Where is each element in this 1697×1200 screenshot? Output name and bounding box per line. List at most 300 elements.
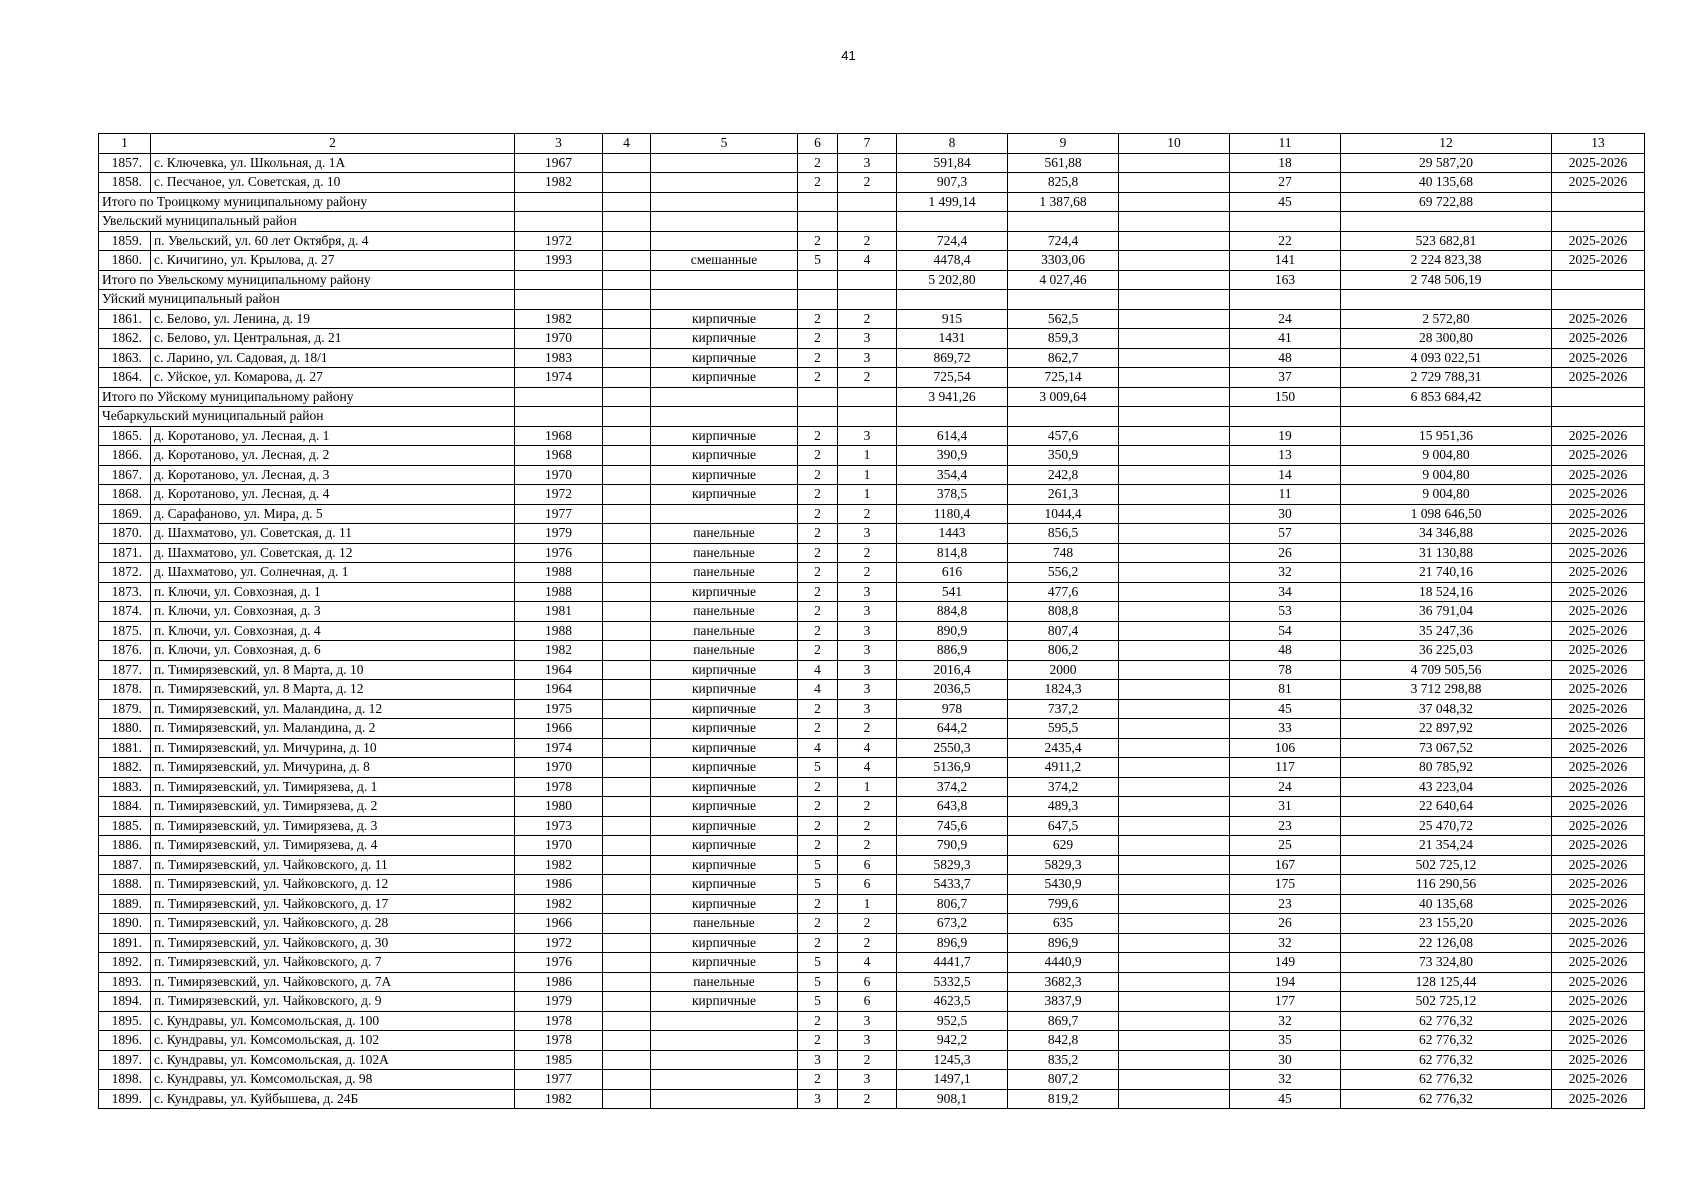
table-row bbox=[99, 368, 1645, 388]
cell-period: 2025-2026 bbox=[1552, 329, 1645, 349]
cell-col-4 bbox=[603, 797, 651, 817]
cell-floors: 2 bbox=[798, 173, 838, 193]
cell-empty bbox=[798, 387, 838, 407]
cell-wall-material: кирпичные bbox=[651, 680, 798, 700]
table-row bbox=[99, 1031, 1645, 1051]
cell-total-area: 942,2 bbox=[897, 1031, 1008, 1051]
cell-empty bbox=[798, 407, 838, 427]
cell-row-number: 1873. bbox=[99, 582, 151, 602]
cell-col-4 bbox=[603, 329, 651, 349]
cell-col-4 bbox=[603, 992, 651, 1012]
cell-row-number: 1868. bbox=[99, 485, 151, 505]
table-row bbox=[99, 699, 1645, 719]
cell-wall-material: кирпичные bbox=[651, 719, 798, 739]
cell-total-area: 616 bbox=[897, 563, 1008, 583]
cell-living-area: 4440,9 bbox=[1008, 953, 1119, 973]
cell-col-4 bbox=[603, 699, 651, 719]
table-row bbox=[99, 641, 1645, 661]
cell-year-built: 1968 bbox=[515, 446, 603, 466]
table-row bbox=[99, 836, 1645, 856]
cell-empty bbox=[651, 212, 798, 232]
cell-living-area: 862,7 bbox=[1008, 348, 1119, 368]
column-header-11: 11 bbox=[1230, 134, 1341, 154]
cell-year-built: 1976 bbox=[515, 543, 603, 563]
cell-col-10 bbox=[1119, 680, 1230, 700]
cell-total-area: 643,8 bbox=[897, 797, 1008, 817]
cell-total-area: 806,7 bbox=[897, 894, 1008, 914]
cell-entrances: 4 bbox=[838, 738, 897, 758]
table-body bbox=[99, 134, 1645, 1109]
cell-residents: 19 bbox=[1230, 426, 1341, 446]
cell-period: 2025-2026 bbox=[1552, 251, 1645, 271]
cell-period: 2025-2026 bbox=[1552, 777, 1645, 797]
table-row bbox=[99, 855, 1645, 875]
cell-cost: 3 712 298,88 bbox=[1341, 680, 1552, 700]
region-row bbox=[99, 212, 1645, 232]
cell-floors: 2 bbox=[798, 933, 838, 953]
cell-year-built: 1976 bbox=[515, 953, 603, 973]
cell-empty bbox=[1230, 407, 1341, 427]
table-row bbox=[99, 680, 1645, 700]
cell-year-built: 1978 bbox=[515, 777, 603, 797]
cell-address: с. Кундравы, ул. Комсомольская, д. 102А bbox=[151, 1050, 515, 1070]
cell-wall-material: кирпичные bbox=[651, 797, 798, 817]
page-number: 41 bbox=[841, 48, 856, 63]
cell-col-4 bbox=[603, 1050, 651, 1070]
cell-floors: 5 bbox=[798, 972, 838, 992]
cell-year-built: 1970 bbox=[515, 836, 603, 856]
cell-empty bbox=[798, 290, 838, 310]
cell-row-number: 1891. bbox=[99, 933, 151, 953]
cell-empty bbox=[1008, 407, 1119, 427]
cell-year-built: 1982 bbox=[515, 641, 603, 661]
cell-entrances: 2 bbox=[838, 914, 897, 934]
cell-living-area: 869,7 bbox=[1008, 1011, 1119, 1031]
cell-cost: 22 640,64 bbox=[1341, 797, 1552, 817]
table-row bbox=[99, 543, 1645, 563]
cell-address: п. Тимирязевский, ул. Чайковского, д. 28 bbox=[151, 914, 515, 934]
cell-col-10 bbox=[1119, 894, 1230, 914]
cell-col-10 bbox=[1119, 309, 1230, 329]
cell-col-10 bbox=[1119, 621, 1230, 641]
cell-entrances: 6 bbox=[838, 972, 897, 992]
cell-col-10 bbox=[1119, 563, 1230, 583]
cell-living-area: 806,2 bbox=[1008, 641, 1119, 661]
cell-living-area: 748 bbox=[1008, 543, 1119, 563]
cell-entrances: 2 bbox=[838, 504, 897, 524]
table-row bbox=[99, 777, 1645, 797]
cell-floors: 5 bbox=[798, 953, 838, 973]
cell-wall-material bbox=[651, 504, 798, 524]
cell-floors: 2 bbox=[798, 465, 838, 485]
cell-cost: 22 126,08 bbox=[1341, 933, 1552, 953]
cell-residents: 24 bbox=[1230, 777, 1341, 797]
cell-entrances: 3 bbox=[838, 582, 897, 602]
cell-cost: 73 324,80 bbox=[1341, 953, 1552, 973]
cell-empty bbox=[838, 290, 897, 310]
cell-empty bbox=[1552, 290, 1645, 310]
cell-empty bbox=[838, 192, 897, 212]
cell-row-number: 1871. bbox=[99, 543, 151, 563]
cell-col-10 bbox=[1119, 758, 1230, 778]
cell-wall-material: панельные bbox=[651, 602, 798, 622]
table-row bbox=[99, 875, 1645, 895]
table-row bbox=[99, 446, 1645, 466]
cell-year-built: 1982 bbox=[515, 894, 603, 914]
cell-period: 2025-2026 bbox=[1552, 816, 1645, 836]
cell-wall-material: кирпичные bbox=[651, 777, 798, 797]
table-row bbox=[99, 231, 1645, 251]
cell-col-10 bbox=[1119, 1070, 1230, 1090]
cell-living-area: 635 bbox=[1008, 914, 1119, 934]
cell-floors: 2 bbox=[798, 524, 838, 544]
column-header-2: 2 bbox=[151, 134, 515, 154]
cell-year-built: 1983 bbox=[515, 348, 603, 368]
cell-wall-material: панельные bbox=[651, 641, 798, 661]
cell-living-area: 261,3 bbox=[1008, 485, 1119, 505]
cell-address: п. Ключи, ул. Совхозная, д. 4 bbox=[151, 621, 515, 641]
cell-residents: 32 bbox=[1230, 563, 1341, 583]
cell-floors: 2 bbox=[798, 231, 838, 251]
subtotal-total-area: 3 941,26 bbox=[897, 387, 1008, 407]
column-header-13: 13 bbox=[1552, 134, 1645, 154]
cell-cost: 40 135,68 bbox=[1341, 173, 1552, 193]
subtotal-residents: 150 bbox=[1230, 387, 1341, 407]
cell-cost: 4 093 022,51 bbox=[1341, 348, 1552, 368]
column-header-10: 10 bbox=[1119, 134, 1230, 154]
cell-col-4 bbox=[603, 875, 651, 895]
cell-col-10 bbox=[1119, 914, 1230, 934]
cell-period: 2025-2026 bbox=[1552, 446, 1645, 466]
cell-wall-material: кирпичные bbox=[651, 348, 798, 368]
cell-entrances: 3 bbox=[838, 1031, 897, 1051]
cell-empty bbox=[897, 290, 1008, 310]
cell-col-10 bbox=[1119, 933, 1230, 953]
cell-wall-material: смешанные bbox=[651, 251, 798, 271]
cell-period: 2025-2026 bbox=[1552, 1050, 1645, 1070]
cell-col-10 bbox=[1119, 1011, 1230, 1031]
cell-empty bbox=[603, 212, 651, 232]
subtotal-label: Итого по Троицкому муниципальному району bbox=[99, 192, 515, 212]
cell-col-4 bbox=[603, 231, 651, 251]
cell-floors: 2 bbox=[798, 309, 838, 329]
cell-empty bbox=[651, 270, 798, 290]
cell-address: с. Кундравы, ул. Комсомольская, д. 102 bbox=[151, 1031, 515, 1051]
cell-living-area: 629 bbox=[1008, 836, 1119, 856]
cell-period: 2025-2026 bbox=[1552, 563, 1645, 583]
cell-col-10 bbox=[1119, 426, 1230, 446]
cell-period: 2025-2026 bbox=[1552, 875, 1645, 895]
cell-address: с. Уйское, ул. Комарова, д. 27 bbox=[151, 368, 515, 388]
cell-period: 2025-2026 bbox=[1552, 894, 1645, 914]
cell-total-area: 724,4 bbox=[897, 231, 1008, 251]
cell-period: 2025-2026 bbox=[1552, 738, 1645, 758]
cell-living-area: 556,2 bbox=[1008, 563, 1119, 583]
cell-residents: 106 bbox=[1230, 738, 1341, 758]
cell-row-number: 1877. bbox=[99, 660, 151, 680]
cell-total-area: 4478,4 bbox=[897, 251, 1008, 271]
cell-living-area: 842,8 bbox=[1008, 1031, 1119, 1051]
cell-year-built: 1982 bbox=[515, 1089, 603, 1109]
cell-wall-material bbox=[651, 1031, 798, 1051]
cell-row-number: 1878. bbox=[99, 680, 151, 700]
cell-floors: 2 bbox=[798, 1011, 838, 1031]
cell-period: 2025-2026 bbox=[1552, 465, 1645, 485]
cell-residents: 24 bbox=[1230, 309, 1341, 329]
cell-col-4 bbox=[603, 563, 651, 583]
cell-residents: 57 bbox=[1230, 524, 1341, 544]
cell-total-area: 745,6 bbox=[897, 816, 1008, 836]
cell-residents: 11 bbox=[1230, 485, 1341, 505]
cell-address: с. Кичигино, ул. Крылова, д. 27 bbox=[151, 251, 515, 271]
cell-entrances: 3 bbox=[838, 602, 897, 622]
cell-address: п. Тимирязевский, ул. Чайковского, д. 12 bbox=[151, 875, 515, 895]
cell-address: п. Тимирязевский, ул. Чайковского, д. 30 bbox=[151, 933, 515, 953]
cell-wall-material: кирпичные bbox=[651, 953, 798, 973]
cell-col-4 bbox=[603, 1070, 651, 1090]
cell-residents: 35 bbox=[1230, 1031, 1341, 1051]
cell-row-number: 1886. bbox=[99, 836, 151, 856]
cell-living-area: 819,2 bbox=[1008, 1089, 1119, 1109]
region-label: Увельский муниципальный район bbox=[99, 212, 515, 232]
cell-cost: 62 776,32 bbox=[1341, 1031, 1552, 1051]
cell-entrances: 2 bbox=[838, 1050, 897, 1070]
table-row bbox=[99, 621, 1645, 641]
cell-period: 2025-2026 bbox=[1552, 719, 1645, 739]
table-row bbox=[99, 582, 1645, 602]
cell-residents: 32 bbox=[1230, 933, 1341, 953]
cell-residents: 41 bbox=[1230, 329, 1341, 349]
table-row bbox=[99, 758, 1645, 778]
cell-empty bbox=[798, 212, 838, 232]
cell-entrances: 1 bbox=[838, 894, 897, 914]
cell-floors: 2 bbox=[798, 894, 838, 914]
cell-cost: 2 572,80 bbox=[1341, 309, 1552, 329]
cell-empty bbox=[838, 387, 897, 407]
cell-col-10 bbox=[1119, 816, 1230, 836]
cell-col-10 bbox=[1119, 173, 1230, 193]
cell-col-10 bbox=[1119, 348, 1230, 368]
cell-col-4 bbox=[603, 953, 651, 973]
cell-floors: 5 bbox=[798, 992, 838, 1012]
cell-cost: 1 098 646,50 bbox=[1341, 504, 1552, 524]
cell-period: 2025-2026 bbox=[1552, 231, 1645, 251]
cell-wall-material: панельные bbox=[651, 621, 798, 641]
cell-total-area: 915 bbox=[897, 309, 1008, 329]
cell-year-built: 1979 bbox=[515, 992, 603, 1012]
cell-empty bbox=[603, 387, 651, 407]
table-row bbox=[99, 524, 1645, 544]
cell-residents: 31 bbox=[1230, 797, 1341, 817]
cell-row-number: 1884. bbox=[99, 797, 151, 817]
cell-empty bbox=[515, 270, 603, 290]
table-row bbox=[99, 251, 1645, 271]
cell-empty bbox=[603, 290, 651, 310]
cell-col-4 bbox=[603, 894, 651, 914]
cell-col-4 bbox=[603, 153, 651, 173]
cell-row-number: 1890. bbox=[99, 914, 151, 934]
cell-wall-material bbox=[651, 153, 798, 173]
cell-entrances: 1 bbox=[838, 465, 897, 485]
cell-total-area: 869,72 bbox=[897, 348, 1008, 368]
cell-address: п. Тимирязевский, ул. Чайковского, д. 7А bbox=[151, 972, 515, 992]
cell-year-built: 1988 bbox=[515, 563, 603, 583]
subtotal-residents: 45 bbox=[1230, 192, 1341, 212]
subtotal-row bbox=[99, 387, 1645, 407]
cell-row-number: 1894. bbox=[99, 992, 151, 1012]
cell-period: 2025-2026 bbox=[1552, 1070, 1645, 1090]
cell-total-area: 884,8 bbox=[897, 602, 1008, 622]
cell-row-number: 1860. bbox=[99, 251, 151, 271]
cell-address: с. Белово, ул. Ленина, д. 19 bbox=[151, 309, 515, 329]
cell-year-built: 1977 bbox=[515, 1070, 603, 1090]
cell-col-4 bbox=[603, 602, 651, 622]
cell-empty bbox=[1008, 212, 1119, 232]
cell-total-area: 354,4 bbox=[897, 465, 1008, 485]
cell-empty bbox=[1119, 387, 1230, 407]
cell-empty bbox=[1552, 387, 1645, 407]
cell-empty bbox=[603, 407, 651, 427]
cell-residents: 32 bbox=[1230, 1070, 1341, 1090]
cell-row-number: 1881. bbox=[99, 738, 151, 758]
cell-year-built: 1974 bbox=[515, 738, 603, 758]
cell-year-built: 1978 bbox=[515, 1011, 603, 1031]
table-row bbox=[99, 1050, 1645, 1070]
subtotal-living-area: 3 009,64 bbox=[1008, 387, 1119, 407]
subtotal-residents: 163 bbox=[1230, 270, 1341, 290]
cell-col-10 bbox=[1119, 485, 1230, 505]
cell-wall-material: кирпичные bbox=[651, 836, 798, 856]
table-row bbox=[99, 719, 1645, 739]
cell-total-area: 1180,4 bbox=[897, 504, 1008, 524]
cell-living-area: 808,8 bbox=[1008, 602, 1119, 622]
cell-floors: 2 bbox=[798, 153, 838, 173]
cell-col-4 bbox=[603, 836, 651, 856]
cell-total-area: 390,9 bbox=[897, 446, 1008, 466]
cell-wall-material: кирпичные bbox=[651, 738, 798, 758]
column-header-9: 9 bbox=[1008, 134, 1119, 154]
cell-empty bbox=[515, 192, 603, 212]
cell-empty bbox=[651, 192, 798, 212]
cell-entrances: 4 bbox=[838, 251, 897, 271]
cell-col-4 bbox=[603, 465, 651, 485]
cell-period: 2025-2026 bbox=[1552, 855, 1645, 875]
cell-total-area: 2016,4 bbox=[897, 660, 1008, 680]
cell-col-4 bbox=[603, 446, 651, 466]
cell-col-4 bbox=[603, 368, 651, 388]
cell-cost: 4 709 505,56 bbox=[1341, 660, 1552, 680]
cell-col-4 bbox=[603, 426, 651, 446]
cell-address: д. Шахматово, ул. Солнечная, д. 1 bbox=[151, 563, 515, 583]
cell-residents: 13 bbox=[1230, 446, 1341, 466]
cell-wall-material: кирпичные bbox=[651, 426, 798, 446]
cell-cost: 116 290,56 bbox=[1341, 875, 1552, 895]
cell-address: п. Ключи, ул. Совхозная, д. 6 bbox=[151, 641, 515, 661]
housing-table bbox=[98, 133, 1645, 1109]
cell-floors: 2 bbox=[798, 816, 838, 836]
cell-cost: 40 135,68 bbox=[1341, 894, 1552, 914]
cell-cost: 35 247,36 bbox=[1341, 621, 1552, 641]
cell-floors: 3 bbox=[798, 1050, 838, 1070]
cell-wall-material: кирпичные bbox=[651, 875, 798, 895]
cell-floors: 2 bbox=[798, 504, 838, 524]
cell-wall-material: кирпичные bbox=[651, 446, 798, 466]
cell-total-area: 614,4 bbox=[897, 426, 1008, 446]
cell-residents: 45 bbox=[1230, 699, 1341, 719]
cell-col-10 bbox=[1119, 875, 1230, 895]
cell-residents: 30 bbox=[1230, 504, 1341, 524]
cell-entrances: 3 bbox=[838, 680, 897, 700]
cell-entrances: 4 bbox=[838, 953, 897, 973]
cell-empty bbox=[897, 212, 1008, 232]
cell-cost: 502 725,12 bbox=[1341, 855, 1552, 875]
cell-year-built: 1972 bbox=[515, 231, 603, 251]
cell-period: 2025-2026 bbox=[1552, 972, 1645, 992]
table-row bbox=[99, 972, 1645, 992]
cell-floors: 2 bbox=[798, 1031, 838, 1051]
cell-wall-material: кирпичные bbox=[651, 368, 798, 388]
cell-wall-material bbox=[651, 173, 798, 193]
cell-period: 2025-2026 bbox=[1552, 485, 1645, 505]
cell-col-10 bbox=[1119, 1050, 1230, 1070]
cell-entrances: 2 bbox=[838, 543, 897, 563]
cell-total-area: 978 bbox=[897, 699, 1008, 719]
cell-col-4 bbox=[603, 582, 651, 602]
column-header-6: 6 bbox=[798, 134, 838, 154]
cell-row-number: 1857. bbox=[99, 153, 151, 173]
cell-row-number: 1898. bbox=[99, 1070, 151, 1090]
cell-year-built: 1988 bbox=[515, 582, 603, 602]
cell-year-built: 1978 bbox=[515, 1031, 603, 1051]
cell-total-area: 952,5 bbox=[897, 1011, 1008, 1031]
cell-floors: 2 bbox=[798, 485, 838, 505]
cell-row-number: 1888. bbox=[99, 875, 151, 895]
cell-living-area: 799,6 bbox=[1008, 894, 1119, 914]
table-row bbox=[99, 173, 1645, 193]
cell-period: 2025-2026 bbox=[1552, 933, 1645, 953]
table-row bbox=[99, 1089, 1645, 1109]
cell-row-number: 1892. bbox=[99, 953, 151, 973]
cell-living-area: 856,5 bbox=[1008, 524, 1119, 544]
cell-cost: 128 125,44 bbox=[1341, 972, 1552, 992]
cell-row-number: 1866. bbox=[99, 446, 151, 466]
column-header-3: 3 bbox=[515, 134, 603, 154]
cell-residents: 27 bbox=[1230, 173, 1341, 193]
cell-entrances: 3 bbox=[838, 1070, 897, 1090]
cell-wall-material bbox=[651, 1089, 798, 1109]
cell-living-area: 807,4 bbox=[1008, 621, 1119, 641]
cell-cost: 2 729 788,31 bbox=[1341, 368, 1552, 388]
cell-entrances: 3 bbox=[838, 426, 897, 446]
cell-address: с. Ларино, ул. Садовая, д. 18/1 bbox=[151, 348, 515, 368]
cell-row-number: 1876. bbox=[99, 641, 151, 661]
cell-year-built: 1985 bbox=[515, 1050, 603, 1070]
cell-wall-material: кирпичные bbox=[651, 485, 798, 505]
cell-floors: 2 bbox=[798, 563, 838, 583]
region-label: Уйский муниципальный район bbox=[99, 290, 515, 310]
cell-address: п. Тимирязевский, ул. Тимирязева, д. 2 bbox=[151, 797, 515, 817]
cell-empty bbox=[838, 212, 897, 232]
cell-row-number: 1883. bbox=[99, 777, 151, 797]
cell-entrances: 6 bbox=[838, 855, 897, 875]
cell-row-number: 1896. bbox=[99, 1031, 151, 1051]
cell-period: 2025-2026 bbox=[1552, 992, 1645, 1012]
cell-row-number: 1863. bbox=[99, 348, 151, 368]
cell-col-10 bbox=[1119, 251, 1230, 271]
cell-empty bbox=[897, 407, 1008, 427]
cell-address: д. Коротаново, ул. Лесная, д. 1 bbox=[151, 426, 515, 446]
cell-period: 2025-2026 bbox=[1552, 543, 1645, 563]
